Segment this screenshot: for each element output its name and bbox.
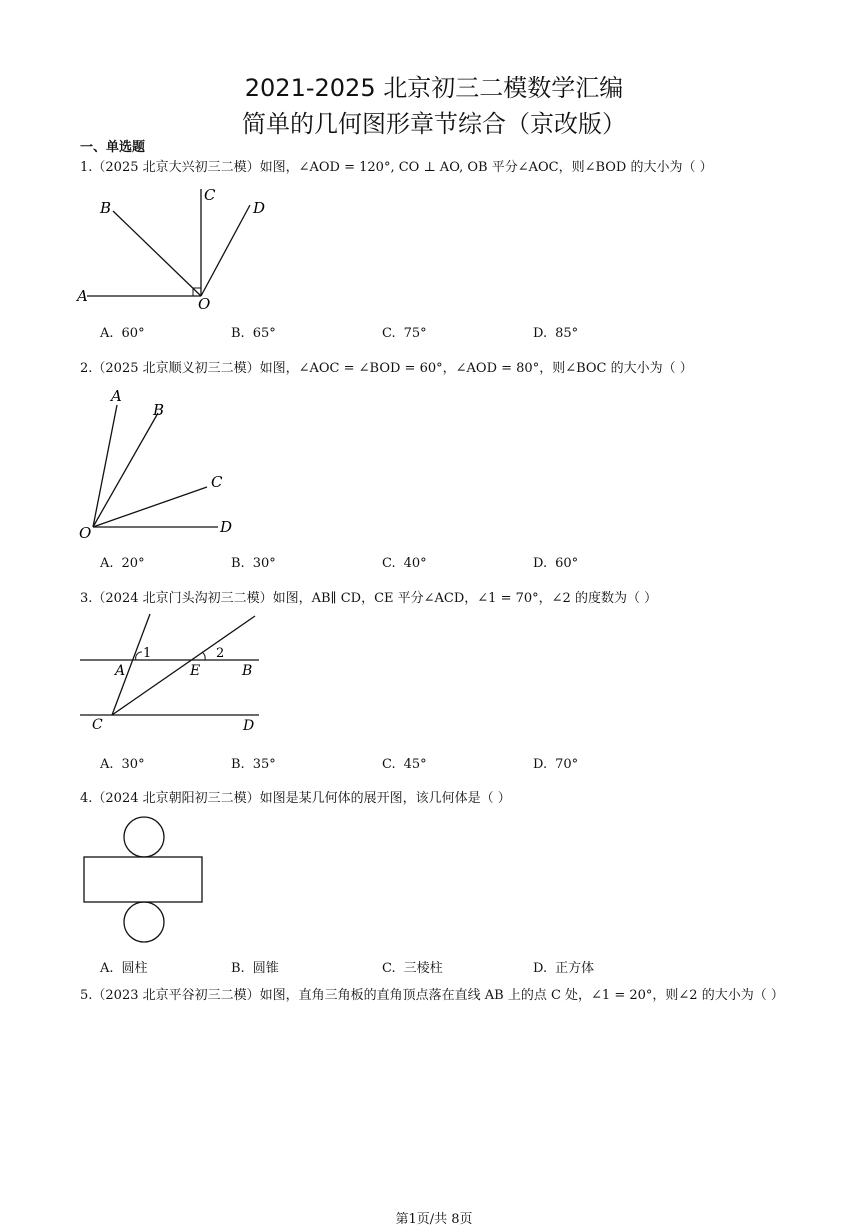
q2-option-text: 60°	[555, 556, 579, 571]
q3-option-text: 45°	[403, 757, 427, 772]
q1-option-text: 60°	[121, 326, 145, 341]
q2-option-a[interactable]	[100, 556, 145, 571]
q2-option-text: 30°	[252, 556, 276, 571]
q3-option-text: 70°	[555, 757, 579, 772]
question-2-figure	[75, 385, 245, 545]
q4-option-letter: B.	[231, 961, 245, 976]
q1-label-O: O	[198, 295, 211, 313]
q1-option-text: 65°	[252, 326, 276, 341]
q3-label-C: C	[92, 717, 103, 733]
q4-option-letter: D.	[533, 961, 548, 976]
q3-option-d[interactable]	[533, 757, 578, 772]
q4-option-text: 三棱柱	[403, 961, 443, 976]
q3-option-letter: C.	[382, 757, 396, 772]
q4-option-a[interactable]	[100, 957, 148, 976]
q3-option-c[interactable]	[382, 757, 427, 772]
title-line-2: 简单的几何图形章节综合（京改版）	[242, 110, 626, 138]
q2-label-D: D	[220, 518, 233, 536]
q3-label-B: B	[242, 663, 253, 679]
q3-option-letter: A.	[100, 757, 114, 772]
q4-option-text: 圆柱	[121, 961, 148, 976]
q2-option-letter: B.	[231, 556, 245, 571]
q1-option-d[interactable]	[533, 326, 578, 341]
q2-option-letter: A.	[100, 556, 114, 571]
q1-option-b[interactable]	[231, 326, 276, 341]
q3-option-text: 35°	[252, 757, 276, 772]
q3-option-letter: D.	[533, 757, 548, 772]
q2-option-c[interactable]	[382, 556, 427, 571]
q4-option-text: 正方体	[555, 961, 595, 976]
q1-label-A: A	[77, 287, 88, 305]
q3-label-E: E	[190, 663, 201, 679]
q2-option-letter: D.	[533, 556, 548, 571]
q1-option-letter: A.	[100, 326, 114, 341]
q2-option-letter: C.	[382, 556, 396, 571]
title-line-1: 2021-2025 北京初三二模数学汇编	[244, 74, 624, 102]
q2-option-text: 20°	[121, 556, 145, 571]
q1-option-letter: D.	[533, 326, 548, 341]
q4-option-letter: C.	[382, 961, 396, 976]
q2-label-B: B	[153, 401, 165, 419]
q4-option-d[interactable]	[533, 957, 594, 976]
question-5-text: 5.（2023 北京平谷初三二模）如图，直角三角板的直角顶点落在直线 AB 上的点 C 处，∠1 = 20°，则∠2 的大小为（ ）	[80, 988, 784, 1003]
q1-option-c[interactable]	[382, 326, 427, 341]
question-2-text: 2.（2025 北京顺义初三二模）如图，∠AOC = ∠BOD = 60°，∠AOD = 80°，则∠BOC 的大小为（ ）	[80, 361, 693, 376]
q2-label-A: A	[111, 387, 122, 405]
question-3-figure	[75, 612, 270, 742]
q3-option-b[interactable]	[231, 757, 276, 772]
question-4-text: 4.（2024 北京朝阳初三二模）如图是某几何体的展开图，该几何体是（ ）	[80, 791, 511, 806]
q3-option-letter: B.	[231, 757, 245, 772]
q1-label-B: B	[100, 199, 112, 217]
q3-label-A: A	[115, 663, 126, 679]
q2-option-text: 40°	[403, 556, 427, 571]
section-title: 一、单选题	[80, 140, 146, 155]
question-1-figure	[75, 185, 275, 315]
q1-option-text: 75°	[403, 326, 427, 341]
q1-label-D: D	[253, 199, 266, 217]
q2-option-b[interactable]	[231, 556, 276, 571]
q2-label-O: O	[79, 524, 92, 542]
q4-option-letter: A.	[100, 961, 114, 976]
question-4-figure	[80, 815, 210, 945]
q3-label-1: 1	[143, 646, 152, 661]
q3-label-2: 2	[216, 646, 225, 661]
q4-option-b[interactable]	[231, 957, 279, 976]
q1-option-a[interactable]	[100, 326, 145, 341]
q1-option-letter: B.	[231, 326, 245, 341]
q4-option-text: 圆锥	[252, 961, 279, 976]
page-footer: 第1页/共 8页	[395, 1212, 473, 1227]
q3-option-text: 30°	[121, 757, 145, 772]
q3-option-a[interactable]	[100, 757, 145, 772]
q1-label-C: C	[204, 186, 216, 204]
q2-label-C: C	[211, 473, 223, 491]
q2-option-d[interactable]	[533, 556, 578, 571]
q4-option-c[interactable]	[382, 957, 443, 976]
q1-option-letter: C.	[382, 326, 396, 341]
q1-option-text: 85°	[555, 326, 579, 341]
q3-label-D: D	[243, 718, 255, 734]
question-3-text: 3.（2024 北京门头沟初三二模）如图，AB∥ CD，CE 平分∠ACD，∠1 = 70°，∠2 的度数为（ ）	[80, 591, 658, 606]
question-1-text: 1.（2025 北京大兴初三二模）如图，∠AOD = 120°, CO ⊥ AO, OB 平分∠AOC，则∠BOD 的大小为（ ）	[80, 160, 713, 175]
